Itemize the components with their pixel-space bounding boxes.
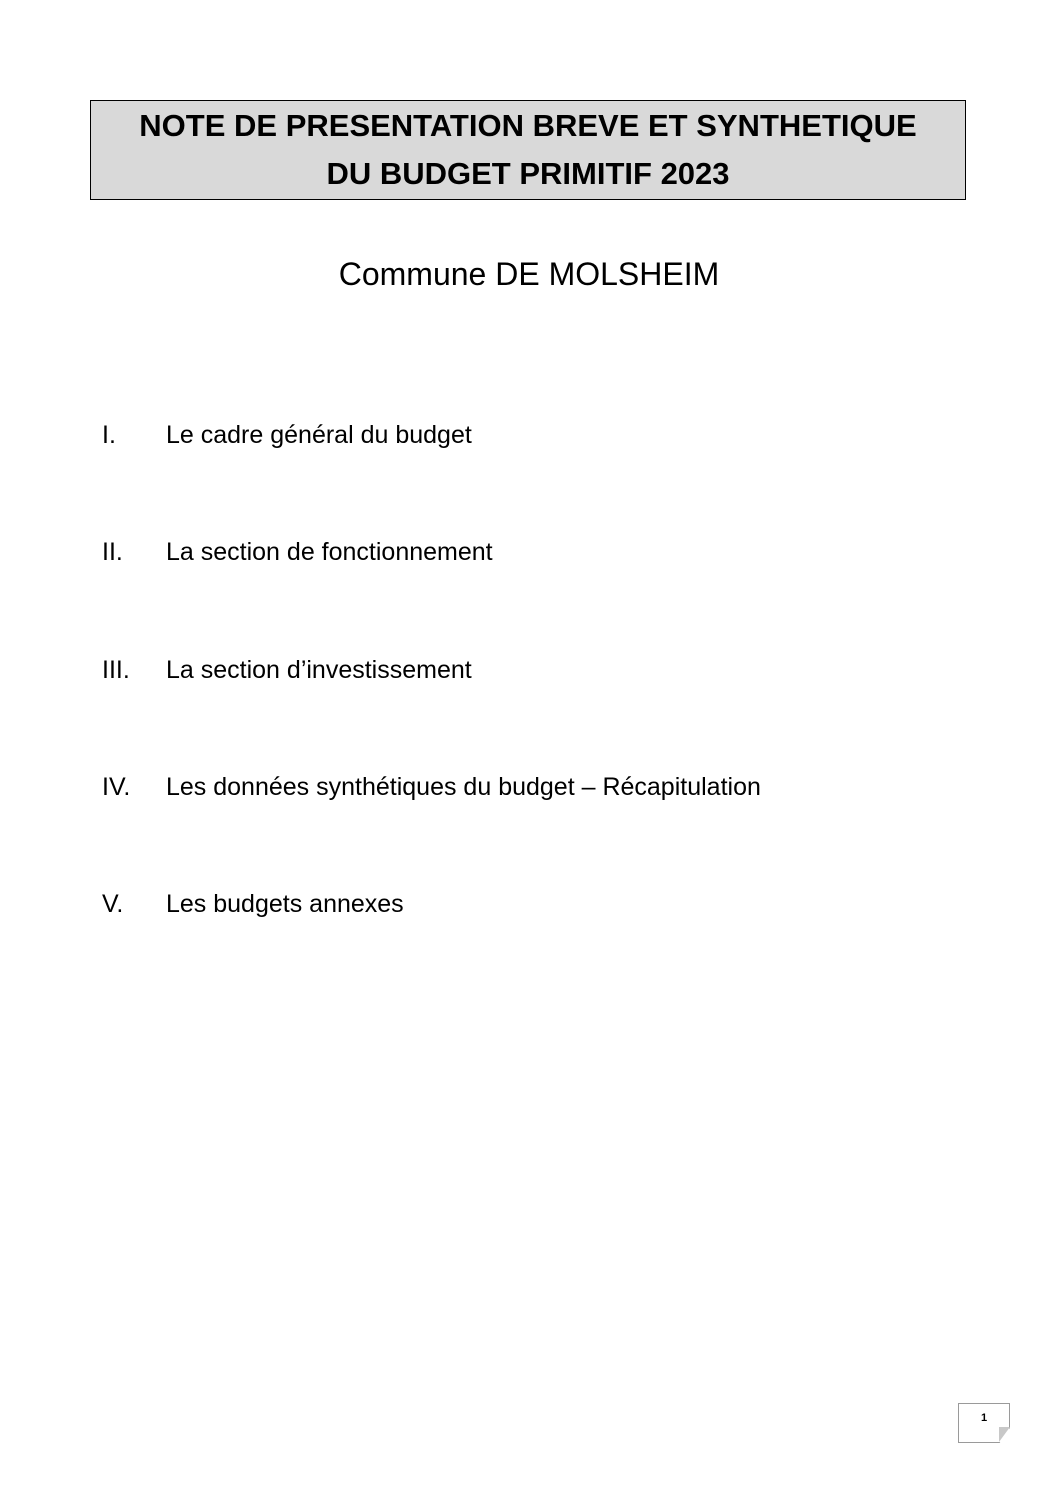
toc-item-number: II.	[102, 538, 123, 567]
toc-item-label: La section de fonctionnement	[166, 538, 493, 567]
toc-item-label: Le cadre général du budget	[166, 421, 472, 449]
page-number: 1	[980, 1412, 988, 1424]
toc-item-number: IV.	[102, 772, 131, 801]
toc-item-2	[102, 531, 962, 648]
toc-item-3	[102, 649, 962, 766]
toc-item-1	[102, 414, 962, 531]
toc-item-label: La section d’investissement	[166, 655, 472, 684]
toc-item-4	[102, 766, 962, 883]
toc-item-label: Les budgets annexes	[166, 890, 404, 919]
document-title-line-1: NOTE DE PRESENTATION BREVE ET SYNTHETIQUE	[139, 108, 917, 143]
toc-item-label: Les données synthétiques du budget – Récapitulation	[166, 772, 761, 801]
commune-name: Commune DE MOLSHEIM	[338, 256, 720, 292]
title-box	[90, 100, 966, 200]
toc-item-5	[102, 883, 962, 1000]
toc-item-number: III.	[102, 655, 130, 684]
table-of-contents	[102, 414, 962, 1000]
toc-item-number: V.	[102, 890, 124, 919]
document-title-line-2: DU BUDGET PRIMITIF 2023	[326, 156, 730, 191]
toc-item-number: I.	[102, 421, 116, 449]
page-fold-icon	[999, 1427, 1010, 1442]
